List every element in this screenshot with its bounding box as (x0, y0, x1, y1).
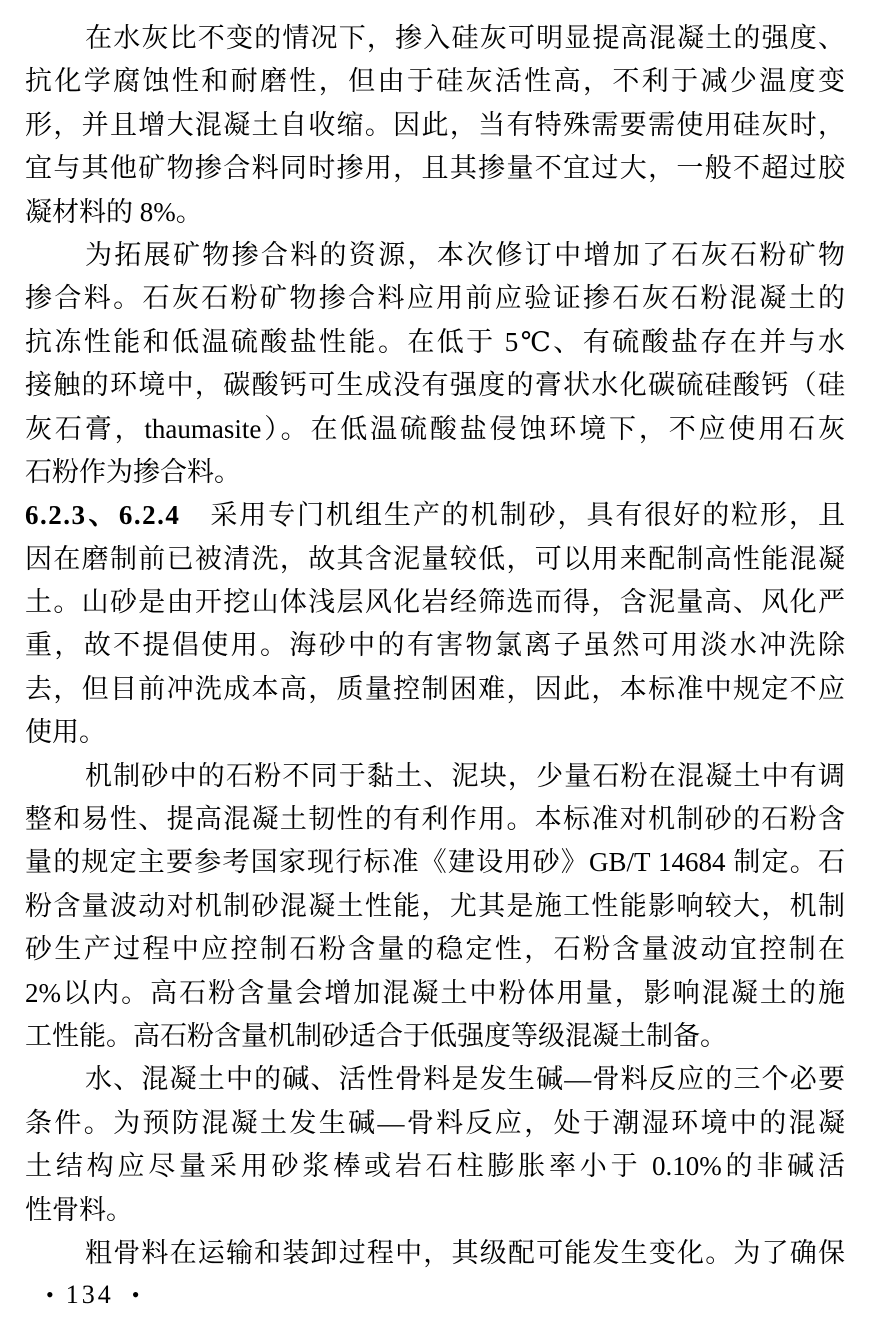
text-line: 6.2.3、6.2.4 采用专门机组生产的机制砂，具有很好的粒形，且 (25, 500, 845, 531)
text-line: 灰石膏，thaumasite）。在低温硫酸盐侵蚀环境下，不应使用石灰 (25, 413, 845, 444)
text-line: 接触的环境中，碳酸钙可生成没有强度的膏状水化碳硫硅酸钙（硅 (25, 370, 845, 401)
text-line: 因在磨制前已被清洗，故其含泥量较低，可以用来配制高性能混凝 (25, 543, 845, 574)
text-line: 凝材料的 8%。 (25, 196, 203, 227)
document-body (25, 17, 845, 1275)
text-line: 在水灰比不变的情况下，掺入硅灰可明显提高混凝土的强度、 (85, 23, 845, 53)
text-line: 抗冻性能和低温硫酸盐性能。在低于 5℃、有硫酸盐存在并与水 (25, 326, 845, 357)
para-silica-fume (25, 17, 845, 234)
text-line: 条件。为预防混凝土发生碱—骨料反应，处于潮湿环境中的混凝 (25, 1107, 845, 1138)
para-section-6-2-3-6-2-4 (25, 494, 845, 754)
para-stone-powder-content (25, 755, 845, 1059)
text-line: 量的规定主要参考国家现行标准《建设用砂》GB/T 14684 制定。石 (25, 847, 845, 878)
text-line: 2%以内。高石粉含量会增加混凝土中粉体用量，影响混凝土的施 (25, 977, 845, 1008)
text-line: 工性能。高石粉含量机制砂适合于低强度等级混凝土制备。 (25, 1020, 727, 1051)
text-line: 形，并且增大混凝土自收缩。因此，当有特殊需要需使用硅灰时， (25, 109, 845, 140)
text-line: 土。山砂是由开挖山体浅层风化岩经筛选而得，含泥量高、风化严 (25, 587, 845, 618)
para-alkali-aggregate-reaction (25, 1058, 845, 1232)
text-line: 粗骨料在运输和装卸过程中，其级配可能发生变化。为了确保 (85, 1237, 845, 1268)
footer-right-dot: • (131, 1282, 140, 1307)
text-line: 重，故不提倡使用。海砂中的有害物氯离子虽然可用淡水冲洗除 (25, 630, 845, 661)
text-line: 掺合料。石灰石粉矿物掺合料应用前应验证掺石灰石粉混凝土的 (25, 283, 845, 314)
text-line: 性骨料。 (25, 1194, 133, 1225)
text-line: 粉含量波动对机制砂混凝土性能，尤其是施工性能影响较大，机制 (25, 890, 845, 921)
text-line: 土结构应尽量采用砂浆棒或岩石柱膨胀率小于 0.10%的非碱活 (25, 1151, 845, 1182)
text-line: 为拓展矿物掺合料的资源，本次修订中增加了石灰石粉矿物 (85, 239, 845, 270)
text-line: 抗化学腐蚀性和耐磨性，但由于硅灰活性高，不利于减少温度变 (25, 66, 845, 97)
para-limestone-powder (25, 234, 845, 494)
text-line: 石粉作为掺合料。 (25, 456, 241, 487)
text-line: 整和易性、提高混凝土韧性的有利作用。本标准对机制砂的石粉含 (25, 804, 845, 835)
text-line: 宜与其他矿物掺合料同时掺用，且其掺量不宜过大，一般不超过胶 (25, 153, 845, 184)
section-number: 6.2.3、6.2.4 (25, 500, 181, 531)
page-number: 134 (65, 1280, 114, 1309)
text-line: 使用。 (25, 717, 106, 748)
footer-left-dot: • (46, 1282, 54, 1307)
text-line: 水、混凝土中的碱、活性骨料是发生碱—骨料反应的三个必要 (85, 1064, 845, 1095)
page-footer (46, 1280, 139, 1310)
text-line: 砂生产过程中应控制石粉含量的稳定性，石粉含量波动宜控制在 (25, 934, 845, 965)
text-line: 去，但目前冲洗成本高，质量控制困难，因此，本标准中规定不应 (25, 673, 845, 704)
text-line: 机制砂中的石粉不同于黏土、泥块，少量石粉在混凝土中有调 (85, 760, 845, 791)
para-coarse-aggregate (25, 1232, 845, 1275)
